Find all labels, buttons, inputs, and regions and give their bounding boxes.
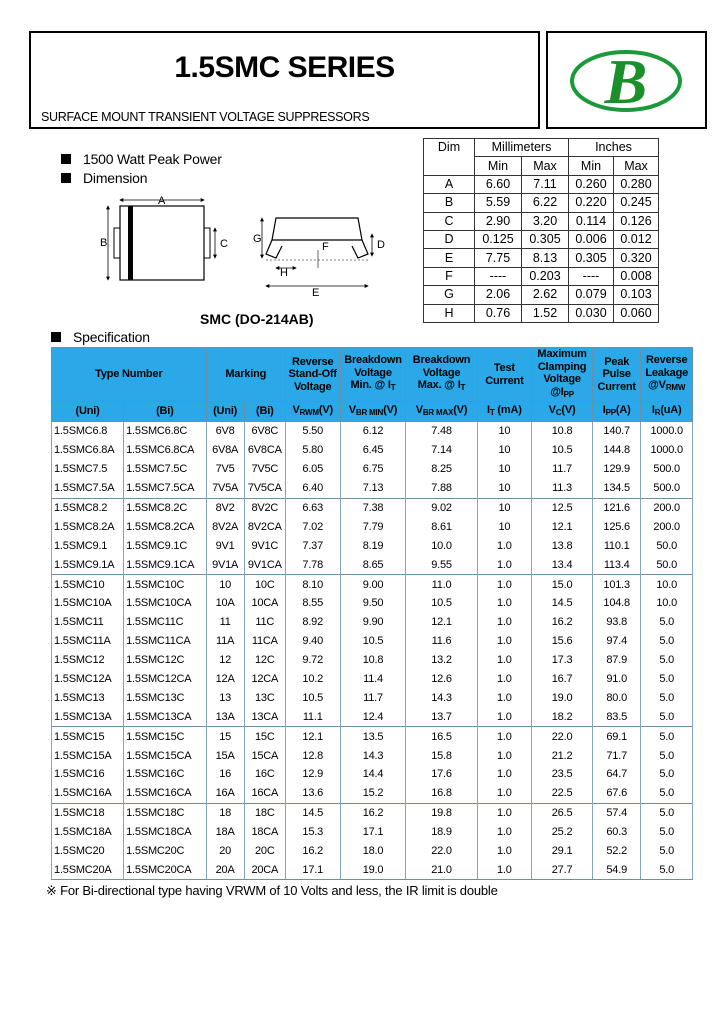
footnote: ※ For Bi-directional type having VRWM of 10 Volts and less, the IR limit is double [46,883,498,898]
dim-label-c: C [220,238,228,250]
test-current-header: Test Current [477,348,532,402]
table-row: 1.5SMC9.1A 1.5SMC9.1CA 9V1A 9V1CA 7.78 8.65 9.55 1.0 13.4 113.4 50.0 [52,555,693,574]
title-box [29,31,540,129]
logo-box [546,31,707,129]
table-row: 1.5SMC18A 1.5SMC18CA 18A 18CA 15.3 17.1 18.9 1.0 25.2 60.3 5.0 [52,823,693,842]
table-row: 1.5SMC11A 1.5SMC11CA 11A 11CA 9.40 10.5 11.6 1.0 15.6 97.4 5.0 [52,632,693,651]
table-row: 1.5SMC12A 1.5SMC12CA 12A 12CA 10.2 11.4 12.6 1.0 16.7 91.0 5.0 [52,670,693,689]
specification-heading: Specification [51,329,150,345]
page-title: 1.5SMC SERIES [174,51,395,84]
dim-row: G 2.06 2.62 0.079 0.103 [424,286,659,304]
cathode-band [128,206,133,280]
dim-row: D 0.125 0.305 0.006 0.012 [424,230,659,248]
bullet-square-icon [61,154,71,164]
bullet-square-icon [61,173,71,183]
marking-header: Marking [206,348,285,402]
inch-header: Inches [569,139,659,157]
type-number-header: Type Number [52,348,207,402]
dim-header: Dim [424,139,475,176]
company-logo [548,33,705,127]
leakage-header: Reverse Leakage $@V_{RMW}$ [641,348,693,402]
vbr-max-header: Breakdown Voltage Max. @ $I_T$ [406,348,477,402]
table-row: 1.5SMC6.8A 1.5SMC6.8CA 6V8A 6V8CA 5.80 6.45 7.14 10 10.5 144.8 1000.0 [52,441,693,460]
bullet-square-icon [51,332,61,342]
table-row: 1.5SMC13A 1.5SMC13CA 13A 13CA 11.1 12.4 13.7 1.0 18.2 83.5 5.0 [52,707,693,726]
dim-label-g: G [253,233,262,245]
clamping-voltage-header: Maximum Clamping Voltage $@I_{PP}$ [532,348,593,402]
table-row: 1.5SMC12 1.5SMC12C 12 12C 9.72 10.8 13.2 1.0 17.3 87.9 5.0 [52,651,693,670]
table-row: 1.5SMC20A 1.5SMC20CA 20A 20CA 17.1 19.0 21.0 1.0 27.7 54.9 5.0 [52,860,693,879]
package-label: SMC (DO-214AB) [200,311,314,327]
table-row: 1.5SMC15 1.5SMC15C 15 15C 12.1 13.5 16.5 1.0 22.0 69.1 5.0 [52,727,693,746]
dim-row: E 7.75 8.13 0.305 0.320 [424,249,659,267]
table-row: 1.5SMC16 1.5SMC16C 16 16C 12.9 14.4 17.6 1.0 23.5 64.7 5.0 [52,765,693,784]
dim-label-e: E [312,287,320,299]
lead-right [204,228,210,258]
table-row: 1.5SMC16A 1.5SMC16CA 16A 16CA 13.6 15.2 16.8 1.0 22.5 67.6 5.0 [52,784,693,803]
table-row: 1.5SMC18 1.5SMC18C 18 18C 14.5 16.2 19.8 1.0 26.5 57.4 5.0 [52,803,693,822]
table-row: 1.5SMC6.8 1.5SMC6.8C 6V8 6V8C 5.50 6.12 7.48 10 10.8 140.7 1000.0 [52,422,693,441]
vbr-min-header: Breakdown Voltage Min. @ $I_T$ [340,348,406,402]
table-row: 1.5SMC7.5 1.5SMC7.5C 7V5 7V5C 6.05 6.75 8.25 10 11.7 129.9 500.0 [52,460,693,479]
dim-label-a: A [158,195,166,207]
vrwm-header: Reverse Stand-Off Voltage [285,348,340,402]
package-side-view [272,218,362,240]
dim-row: F ---- 0.203 ---- 0.008 [424,267,659,285]
peak-pulse-header: Peak Pulse Current [592,348,640,402]
dim-label-f: F [322,241,329,253]
table-row: 1.5SMC11 1.5SMC11C 11 11C 8.92 9.90 12.1 1.0 16.2 93.8 5.0 [52,613,693,632]
table-row: 1.5SMC10A 1.5SMC10CA 10A 10CA 8.55 9.50 10.5 1.0 14.5 104.8 10.0 [52,594,693,613]
logo-letter: B [604,46,648,117]
table-row: 1.5SMC15A 1.5SMC15CA 15A 15CA 12.8 14.3 15.8 1.0 21.2 71.7 5.0 [52,746,693,765]
table-row: 1.5SMC20 1.5SMC20C 20 20C 16.2 18.0 22.0 1.0 29.1 52.2 5.0 [52,842,693,861]
dim-label-b: B [100,237,108,249]
mm-header: Millimeters [475,139,569,157]
dim-row: B 5.59 6.22 0.220 0.245 [424,194,659,212]
table-row: 1.5SMC7.5A 1.5SMC7.5CA 7V5A 7V5CA 6.40 7.13 7.88 10 11.3 134.5 500.0 [52,479,693,498]
table-row: 1.5SMC13 1.5SMC13C 13 13C 10.5 11.7 14.3 1.0 19.0 80.0 5.0 [52,688,693,707]
dim-row: C 2.90 3.20 0.114 0.126 [424,212,659,230]
table-row: 1.5SMC8.2 1.5SMC8.2C 8V2 8V2C 6.63 7.38 9.02 10 12.5 121.6 200.0 [52,498,693,517]
dim-row: H 0.76 1.52 0.030 0.060 [424,304,659,322]
specification-table: Type Number Marking Reverse Stand-Off Voltage Breakdown Voltage Min. @ $I_T$ Breakdown Voltage Max. @ $I_T$ Test Current Maximum Clamping Voltage $@I_{PP}$ Peak Pulse Current Reverse Leakage $@V_{RMW}$ (Uni) (Bi) (Uni) (Bi) $V_{RWM}(V)$ $V_{BR MIN}(V)$ $V_{BR MAX}(V)$ $I_T$ (mA) $V_C(V)$ $I_{PP}(A)$ $I_R(uA)$ 1.5SMC6.8 1.5SMC6.8C 6V8 6V8C 5.50 6.12 7.48 10 10.8 140.7 1000.0 1.5SMC6.8A 1.5SMC6.8CA 6V8A 6V8CA 5.80 6.45 7.14 10 10.5 144.8 1000.0 1.5SMC7.5 1.5SMC7.5C 7V5 7V5C 6.05 6.75 8.25 10 11.7 129.9 500.0 1.5SMC7.5A 1.5SMC7.5CA 7V5A 7V5CA 6.40 7.13 7.88 10 11.3 134.5 500.0 1.5SMC8.2 1.5SMC8.2C 8V2 8V2C 6.63 7.38 9.02 10 12.5 121.6 200.0 1.5SMC8.2A 1.5SMC8.2CA 8V2A 8V2CA 7.02 7.79 8.61 10 12.1 125.6 200.0 1.5SMC9.1 1.5SMC9.1C 9V1 9V1C 7.37 8.19 10.0 1.0 13.8 110.1 50.0 1.5SMC9.1A 1.5SMC9.1CA 9V1A 9V1CA 7.78 8.65 9.55 1.0 13.4 113.4 50.0 1.5SMC10 1.5SMC10C 10 10C 8.10 9.00 11.0 1.0 15.0 101.3 10.0 1.5SMC10A 1.5SMC10CA 10A 10CA 8.55 9.50 10.5 1.0 14.5 104.8 10.0 1.5SMC11 1.5SMC11C 11 11C 8.92 9.90 12.1 1.0 16.2 93.8 5.0 1.5SMC11A 1.5SMC11CA 11A 11CA 9.40 10.5 11.6 1.0 15.6 97.4 5.0 1.5SMC12 1.5SMC12C 12 12C 9.72 10.8 13.2 1.0 17.3 87.9 5.0 1.5SMC12A 1.5SMC12CA 12A 12CA 10.2 11.4 12.6 1.0 16.7 91.0 5.0 1.5SMC13 1.5SMC13C 13 13C 10.5 11.7 14.3 1.0 19.0 80.0 5.0 1.5SMC13A 1.5SMC13CA 13A 13CA 11.1 12.4 13.7 1.0 18.2 83.5 5.0 1.5SMC15 1.5SMC15C 15 15C 12.1 13.5 16.5 1.0 22.0 69.1 5.0 1.5SMC15A 1.5SMC15CA 15A 15CA 12.8 14.3 15.8 1.0 21.2 71.7 5.0 1.5SMC16 1.5SMC16C 16 16C 12.9 14.4 17.6 1.0 23.5 64.7 5.0 1.5SMC16A 1.5SMC16CA 16A 16CA 13.6 15.2 16.8 1.0 22.5 67.6 5.0 1.5SMC18 1.5SMC18C 18 18C 14.5 16.2 19.8 1.0 26.5 57.4 5.0 1.5SMC18A 1.5SMC18CA 18A 18CA 15.3 17.1 18.9 1.0 25.2 60.3 5.0 1.5SMC20 1.5SMC20C 20 20C 16.2 18.0 22.0 1.0 29.1 52.2 5.0 1.5SMC20A 1.5SMC20CA 20A 20CA 17.1 19.0 21.0 1.0 27.7 54.9 5.0 [51,347,693,880]
dim-label-h: H [280,267,288,279]
lead-left [114,228,120,258]
package-dimension-diagram [90,190,420,302]
dimension-table: Dim Millimeters Inches Min Max Min Max A 6.60 7.11 0.260 0.280 B 5.59 6.22 0.220 0.245 C 2.90 3.20 0.114 0.126 D 0.125 0.305 0.006 0.012 E 7.75 8.13 0.305 0.320 F ---- 0.203 ---- 0.008 G 2.06 2.62 0.079 0.103 H 0.76 1.52 0.030 0.060 [423,138,659,323]
feature-item: 1500 Watt Peak Power [61,151,222,167]
feature-item: Dimension [61,170,147,186]
table-row: 1.5SMC8.2A 1.5SMC8.2CA 8V2A 8V2CA 7.02 7.79 8.61 10 12.1 125.6 200.0 [52,517,693,536]
dim-row: A 6.60 7.11 0.260 0.280 [424,175,659,193]
page-subtitle: SURFACE MOUNT TRANSIENT VOLTAGE SUPPRESSORS [41,110,370,124]
table-row: 1.5SMC9.1 1.5SMC9.1C 9V1 9V1C 7.37 8.19 10.0 1.0 13.8 110.1 50.0 [52,536,693,555]
table-row: 1.5SMC10 1.5SMC10C 10 10C 8.10 9.00 11.0 1.0 15.0 101.3 10.0 [52,575,693,594]
dim-label-d: D [377,239,385,251]
